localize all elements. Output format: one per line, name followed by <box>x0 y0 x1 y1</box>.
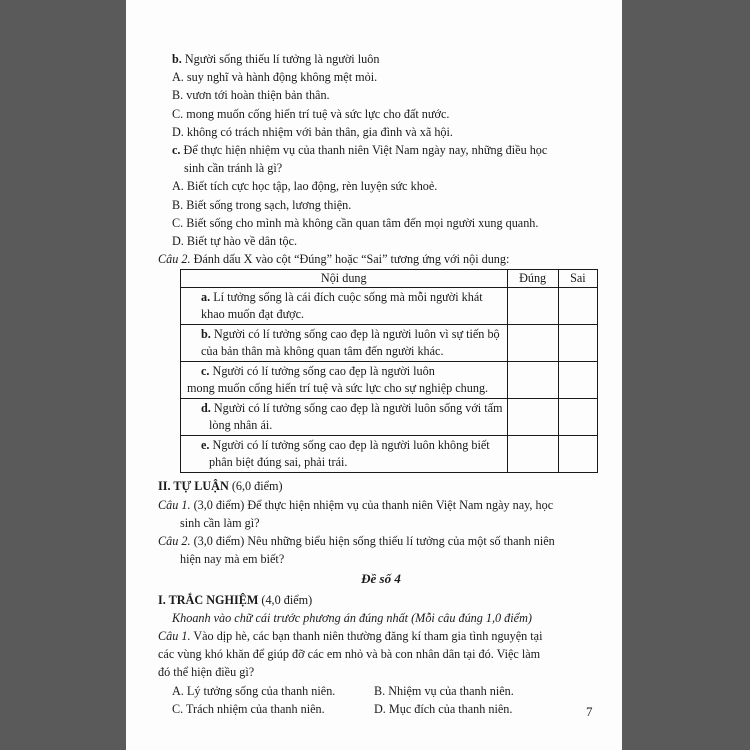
row-b-label: b. <box>201 327 211 342</box>
row-a-dung-cell[interactable] <box>507 288 558 325</box>
row-e-line2: phân biệt đúng sai, phải trái. <box>209 455 348 470</box>
row-b-line2: của bản thân mà không quan tâm đến người khác. <box>201 344 444 359</box>
de4-instruction-text: Khoanh vào chữ cái trước phương án đúng nhất (Mỗi câu đúng 1,0 điểm) <box>172 610 532 625</box>
question-b-text: Người sống thiếu lí tưởng là người luôn <box>184 52 380 66</box>
right-margin-background <box>622 0 750 750</box>
de4-q1-option-b: B. Nhiệm vụ của thanh niên. <box>374 683 514 698</box>
part2-q1-line2: sinh cần làm gì? <box>180 515 260 530</box>
de4-q1-option-a: A. Lý tưởng sống của thanh niên. <box>172 683 336 698</box>
row-c-dung-cell[interactable] <box>507 362 558 399</box>
header-content: Nội dung <box>181 270 508 288</box>
part2-title: II. TỰ LUẬN <box>158 479 229 494</box>
de4-q1-option-d: D. Mục đích của thanh niên. <box>374 701 513 716</box>
de4-part1-title: I. TRẮC NGHIỆM <box>158 592 259 607</box>
row-e-line1: Người có lí tưởng sống cao đẹp là người luôn không biết <box>212 438 490 453</box>
question-b-option-b: B. vươn tới hoàn thiện bản thân. <box>172 88 330 103</box>
cau2-instruction <box>158 250 604 268</box>
question-c-option-c: C. Biết sống cho mình mà không cần quan tâm đến mọi người xung quanh. <box>172 215 539 230</box>
row-e-content <box>181 436 508 473</box>
part2-q2-text: (3,0 điểm) Nêu những biểu hiện sống thiếu lí tưởng của một số thanh niên <box>193 534 555 549</box>
question-b-option-d: D. không có trách nhiệm với bản thân, gia đình và xã hội. <box>172 124 453 139</box>
row-d-sai-cell[interactable] <box>558 399 597 436</box>
row-a-line1: Lí tưởng sống là cái đích cuộc sống mà mỗi người khát <box>213 290 483 305</box>
table-row <box>181 399 598 436</box>
row-a-line2: khao muốn đạt được. <box>201 307 305 322</box>
row-a-label: a. <box>201 290 211 305</box>
row-d-line2: lòng nhân ái. <box>209 418 273 433</box>
part2-heading <box>158 477 604 495</box>
part2-points: (6,0 điểm) <box>231 479 283 494</box>
left-margin-background <box>0 0 126 750</box>
header-dung: Đúng <box>507 270 558 288</box>
question-c-stem-line2: sinh cần tránh là gì? <box>184 161 283 176</box>
de4-q1-option-c: C. Trách nhiệm của thanh niên. <box>172 701 325 716</box>
document-page <box>126 0 622 750</box>
table-row <box>181 288 598 325</box>
de4-q1-options-row1 <box>158 682 604 700</box>
row-e-dung-cell[interactable] <box>507 436 558 473</box>
row-c-label: c. <box>201 364 210 379</box>
row-b-line1: Người có lí tưởng sống cao đẹp là người luôn vì sự tiến bộ <box>213 327 500 342</box>
table-header-row <box>181 270 598 288</box>
row-a-content <box>181 288 508 325</box>
exam-title: Đề số 4 <box>361 571 401 587</box>
part2-q1-label: Câu 1. <box>158 497 191 512</box>
part2-q2-line1 <box>158 532 604 550</box>
question-b-option-a: A. suy nghĩ và hành động không mệt mỏi. <box>172 70 378 85</box>
row-d-line1: Người có lí tưởng sống cao đẹp là người luôn sống với tấm <box>213 401 503 416</box>
cau2-instruction-text: Đánh dấu X vào cột “Đúng” hoặc “Sai” tương ứng với nội dung: <box>193 252 510 267</box>
row-c-line2: mong muốn cống hiến trí tuệ và sức lực cho sự nghiệp chung. <box>187 381 489 396</box>
true-false-table <box>180 269 598 473</box>
de4-instruction <box>158 609 604 627</box>
question-c-option-b: B. Biết sống trong sạch, lương thiện. <box>172 197 352 212</box>
question-b-stem <box>158 50 604 68</box>
de4-part1-heading <box>158 591 604 609</box>
row-b-dung-cell[interactable] <box>507 325 558 362</box>
part2-q1-text: (3,0 điểm) Để thực hiện nhiệm vụ của thanh niên Việt Nam ngày nay, học <box>193 497 554 512</box>
row-c-line1: Người có lí tưởng sống cao đẹp là người luôn <box>212 364 435 379</box>
part2-q1-line1 <box>158 496 604 514</box>
table-row <box>181 362 598 399</box>
table-row <box>181 436 598 473</box>
de4-q1-text-1: Vào dịp hè, các bạn thanh niên thường đăng kí tham gia tình nguyện tại <box>193 629 543 644</box>
question-c-option-a: A. Biết tích cực học tập, lao động, rèn luyện sức khoẻ. <box>172 179 438 194</box>
row-c-sai-cell[interactable] <box>558 362 597 399</box>
part2-q2-line2: hiện nay mà em biết? <box>180 552 285 567</box>
header-sai: Sai <box>558 270 597 288</box>
question-b-option-c: C. mong muốn cống hiến trí tuệ và sức lực cho đất nước. <box>172 106 450 121</box>
page-number: 7 <box>586 704 593 719</box>
row-d-label: d. <box>201 401 211 416</box>
row-d-dung-cell[interactable] <box>507 399 558 436</box>
page-content <box>158 50 604 718</box>
question-c-option-d: D. Biết tự hào về dân tộc. <box>172 234 298 249</box>
cau2-label: Câu 2. <box>158 252 191 267</box>
part2-q2-label: Câu 2. <box>158 534 191 549</box>
de4-q1-options-row2 <box>158 700 604 718</box>
row-e-label: e. <box>201 438 210 453</box>
de4-q1-line1 <box>158 627 604 645</box>
question-b-label: b. <box>172 52 182 66</box>
row-b-content <box>181 325 508 362</box>
row-c-content <box>181 362 508 399</box>
question-c-text-1: Để thực hiện nhiệm vụ của thanh niên Việt Nam ngày nay, những điều học <box>183 143 548 158</box>
question-c-stem-line1 <box>158 141 604 159</box>
de4-part1-points: (4,0 điểm) <box>261 592 313 607</box>
row-a-sai-cell[interactable] <box>558 288 597 325</box>
row-d-content <box>181 399 508 436</box>
row-e-sai-cell[interactable] <box>558 436 597 473</box>
table-row <box>181 325 598 362</box>
de4-q1-line3: đó thể hiện điều gì? <box>158 665 255 680</box>
de4-q1-line2: các vùng khó khăn để giúp đỡ các em nhỏ và bà con nhân dân tại đó. Việc làm <box>158 647 541 662</box>
row-b-sai-cell[interactable] <box>558 325 597 362</box>
de4-q1-label: Câu 1. <box>158 629 191 644</box>
question-c-label: c. <box>172 143 181 158</box>
